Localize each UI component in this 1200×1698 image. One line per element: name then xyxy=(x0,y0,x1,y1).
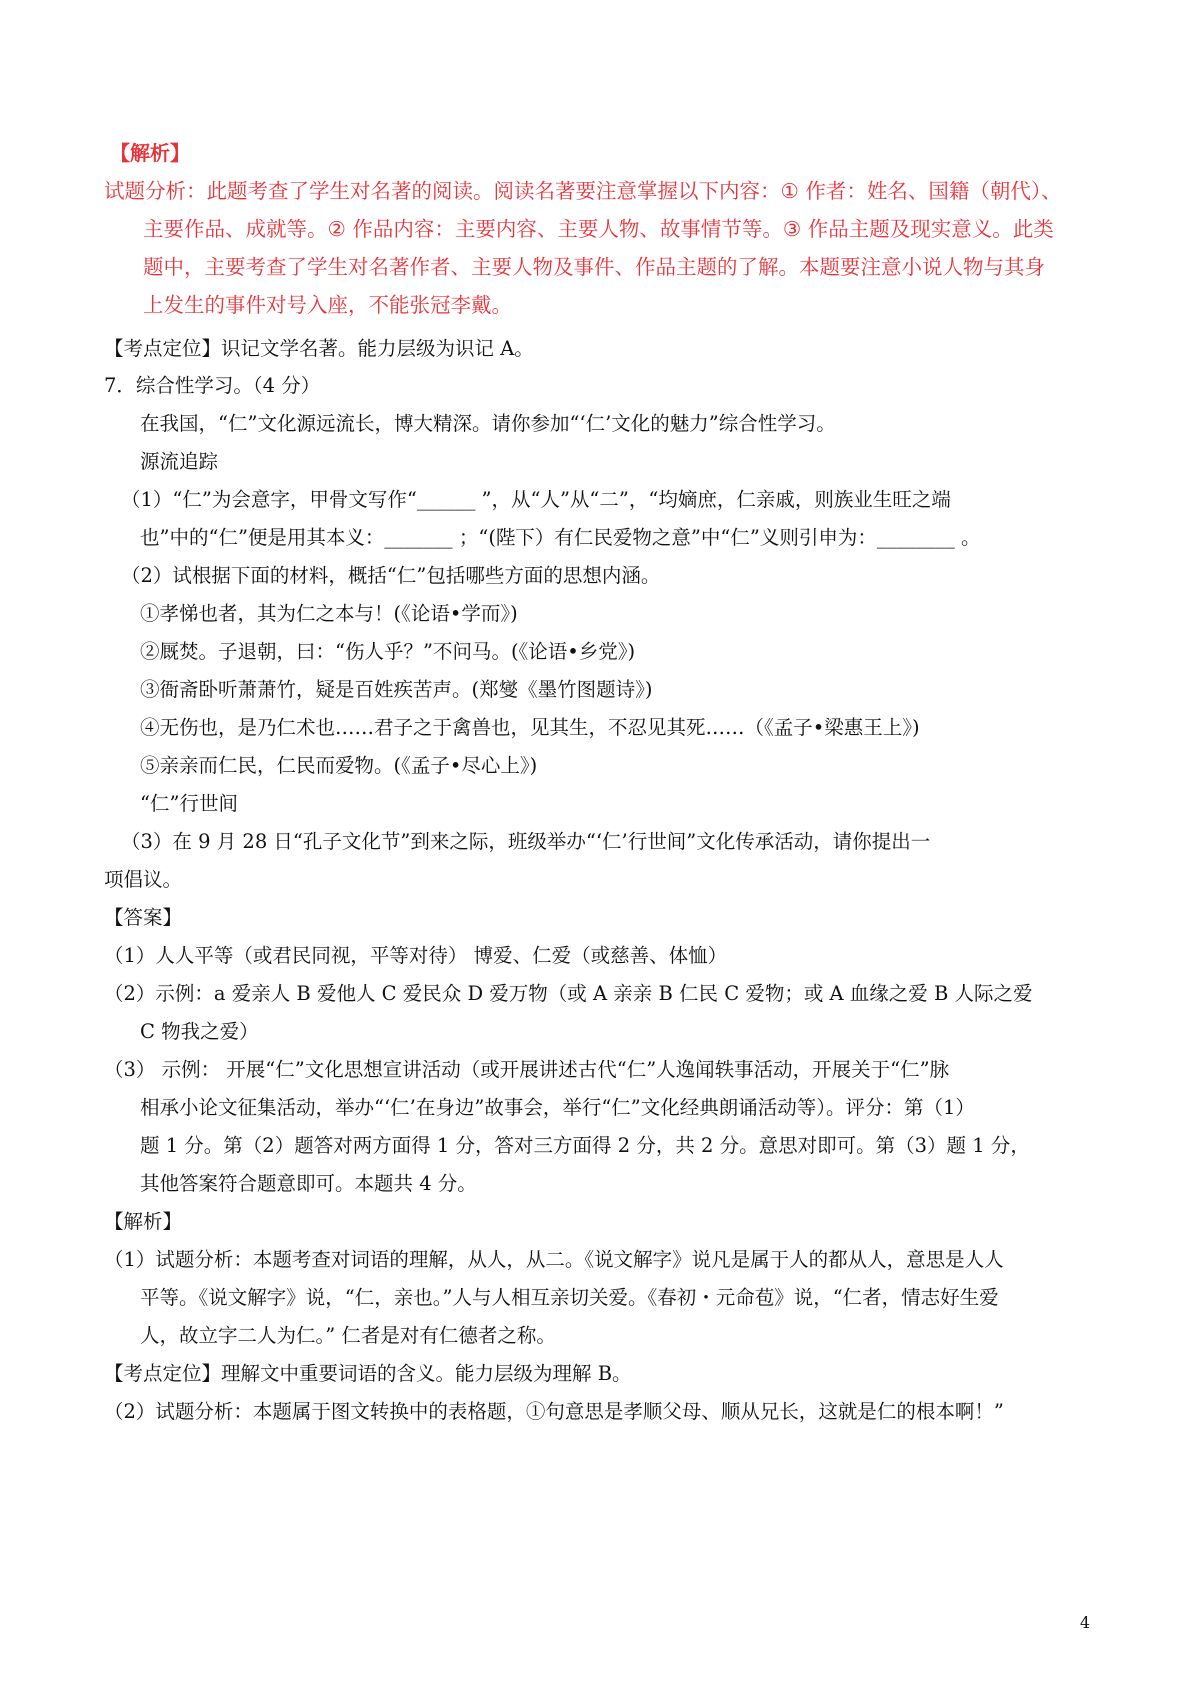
material-4: ④无伤也，是乃仁术也……君子之于禽兽也，见其生，不忍见其死……（《孟子•梁惠王上》) xyxy=(140,716,920,739)
question-7-part3-line2: 项倡议。 xyxy=(104,868,183,891)
question-7-part3-line1: （3）在 9 月 28 日“孔子文化节”到来之际，班级举办“‘仁’行世间”文化传承活动，请你提出一 xyxy=(121,830,931,853)
analysis-prev-line-1: 试题分析：此题考查了学生对名著的阅读。阅读名著要注意掌握以下内容：① 作者：姓名、国籍（朝代）、 xyxy=(104,179,1062,203)
section-ren-in-world: “仁”行世间 xyxy=(140,792,238,815)
answer-3-line3: 题 1 分。第（2）题答对两方面得 1 分，答对三方面得 2 分，共 2 分。意思对即可。第（3）题 1 分， xyxy=(140,1134,1030,1157)
analysis-1-line3: 人，故立字二人为仁。” 仁者是对有仁德者之称。 xyxy=(140,1324,556,1347)
material-1: ①孝悌也者，其为仁之本与！(《论语•学而》) xyxy=(140,602,518,625)
answer-3-line1: （3） 示例： 开展“仁”文化思想宣讲活动（或开展讲述古代“仁”人逸闻轶事活动，开展关于“仁”脉 xyxy=(104,1058,950,1081)
answer-3-line4: 其他答案符合题意即可。本题共 4 分。 xyxy=(140,1172,477,1195)
page-number: 4 xyxy=(1079,1613,1090,1632)
answer-heading: 【答案】 xyxy=(104,906,183,929)
answer-2-line1: （2）示例：a 爱亲人 B 爱他人 C 爱民众 D 爱万物（或 A 亲亲 B 仁民 C 爱物；或 A 血缘之爱 B 人际之爱 xyxy=(104,982,1033,1005)
kaodian-1: 【考点定位】理解文中重要词语的含义。能力层级为理解 B。 xyxy=(104,1362,632,1385)
section-source-trace: 源流追踪 xyxy=(140,450,219,473)
kaodian-prev: 【考点定位】识记文学名著。能力层级为识记 A。 xyxy=(104,337,534,360)
material-3: ③衙斋卧听萧萧竹，疑是百姓疾苦声。(郑燮《墨竹图题诗》) xyxy=(140,678,653,701)
answer-1: （1）人人平等（或君民同视，平等对待） 博爱、仁爱（或慈善、体恤） xyxy=(104,944,728,967)
question-7-part2: （2）试根据下面的材料，概括“仁”包括哪些方面的思想内涵。 xyxy=(121,564,661,587)
analysis-prev-line-4: 上发生的事件对号入座，不能张冠李戴。 xyxy=(143,293,512,317)
analysis-1-line1: （1）试题分析：本题考查对词语的理解，从人，从二。《说文解字》说凡是属于人的都从人，意思是人人 xyxy=(104,1248,1004,1271)
analysis-1-line2: 平等。《说文解字》说，“仁，亲也。”人与人相互亲切关爱。《春初・元命苞》说，“仁者，情志好生爱 xyxy=(140,1286,999,1309)
answer-3-line2: 相承小论文征集活动，举办“‘仁’在身边”故事会，举行“仁”文化经典朗诵活动等）。评分：第（1） xyxy=(140,1096,975,1119)
analysis-prev-line-2: 主要作品、成就等。② 作品内容：主要内容、主要人物、故事情节等。③ 作品主题及现实意义。此类 xyxy=(143,217,1054,241)
question-7-title: 7．综合性学习。（4 分） xyxy=(104,374,321,397)
question-7-part1-line2: 也”中的“仁”便是用其本义：_______ ；“(陛下）有仁民爱物之意”中“仁”义则引申为：________ 。 xyxy=(140,526,981,549)
analysis-prev-line-3: 题中，主要考查了学生对名著作者、主要人物及事件、作品主题的了解。本题要注意小说人物与其身 xyxy=(143,255,1045,279)
material-2: ②厩焚。子退朝，曰：“伤人乎？”不问马。(《论语•乡党》) xyxy=(140,640,636,663)
analysis-2-line1: （2）试题分析：本题属于图文转换中的表格题，①句意思是孝顺父母、顺从兄长，这就是仁的根本啊！” xyxy=(104,1400,1004,1423)
question-7-part1-line1: （1）“仁”为会意字，甲骨文写作“______ ”，从“人”从“二”，“均嫡庶，仁亲戚，则族业生旺之端 xyxy=(121,488,951,511)
material-5: ⑤亲亲而仁民，仁民而爱物。(《孟子•尽心上》) xyxy=(140,754,538,777)
question-7-intro: 在我国，“仁”文化源远流长，博大精深。请你参加“‘仁’文化的魅力”综合性学习。 xyxy=(140,412,836,435)
answer-2-line2: C 物我之爱） xyxy=(140,1020,259,1043)
analysis-heading: 【解析】 xyxy=(104,1210,183,1233)
analysis-heading-prev: 【解析】 xyxy=(110,141,190,165)
